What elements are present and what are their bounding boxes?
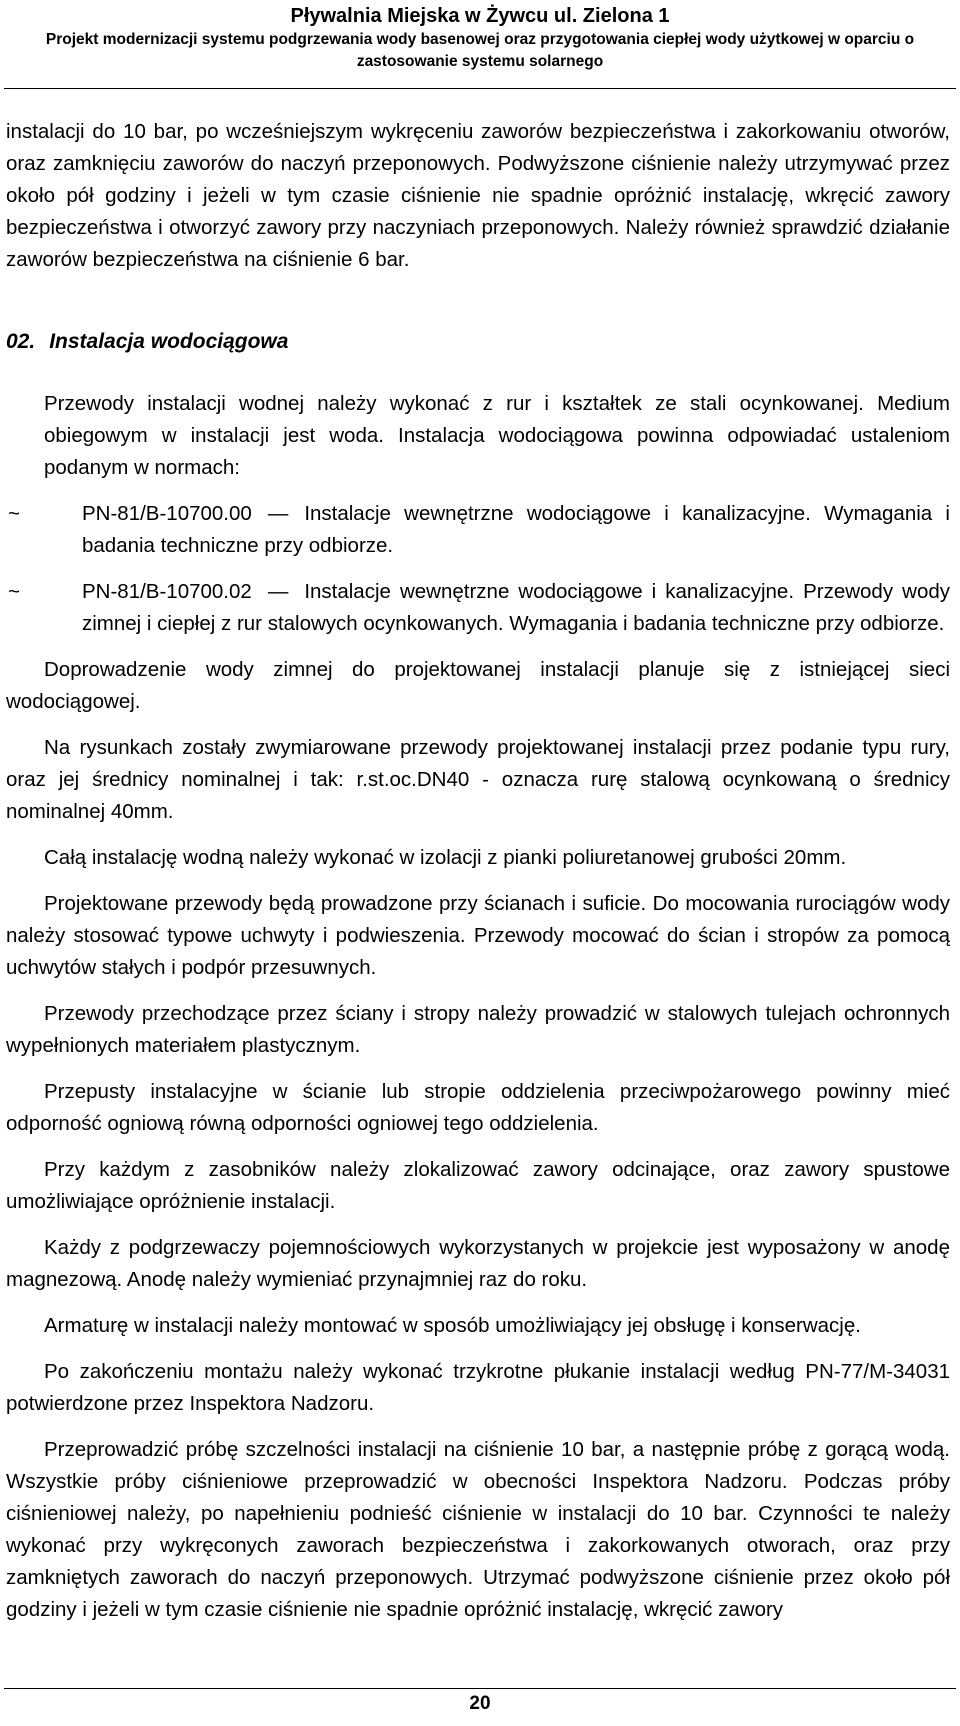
- paragraph-fittings: Armaturę w instalacji należy montować w sposób umożliwiający jej obsługę i konserwację.: [44, 1314, 861, 1337]
- paragraph-fire-passages: Przepusty instalacyjne w ścianie lub stropie oddzielenia przeciwpożarowego powinny mieć odporność ogniową równą odporności ogniowej tego oddzielenia.: [6, 1080, 950, 1135]
- standards-list: [6, 498, 950, 640]
- paragraph-anode: Każdy z podgrzewaczy pojemnościowych wykorzystanych w projekcie jest wyposażony w anodę magnezową. Anodę należy wymieniać przynajmniej raz do roku.: [6, 1236, 950, 1291]
- standard-dash: —: [267, 580, 289, 603]
- paragraph-pressure-test: Przeprowadzić próbę szczelności instalacji na ciśnienie 10 bar, a następnie próbę z gorącą wodą. Wszystkie próby ciśnieniowe przeprowadzić w obecności Inspektora Nadzoru. Podczas próby ciśnieniowej należy, po napełnieniu podnieść ciśnienie w instalacji do 10 bar. Czynności te należy wykonać przy wykręconych zaworach bezpieczeństwa i zakorkowanych otworach, oraz przy zamkniętych zaworach do naczyń przeponowych. Utrzymać podwyższone ciśnienie przez około pół godziny i jeżeli w tym czasie ciśnienie nie spadnie opróżnić instalację, wkręcić zawory: [6, 1438, 950, 1621]
- section-title: Instalacja wodociągowa: [49, 330, 289, 353]
- header-subtitle: Projekt modernizacji systemu podgrzewania wody basenowej oraz przygotowania ciepłej wody użytkowej w oparciu o zastosowanie systemu solarnego: [45, 31, 915, 70]
- standard-code: PN-81/B-10700.02: [82, 580, 252, 603]
- standard-code: PN-81/B-10700.00: [82, 502, 252, 525]
- paragraph-water-supply: Doprowadzenie wody zimnej do projektowanej instalacji planuje się z istniejącej sieci wodociągowej.: [6, 658, 950, 713]
- tilde-bullet-icon: ~: [8, 502, 20, 525]
- footer-rule: [4, 1688, 956, 1689]
- section-number: 02.: [6, 330, 36, 353]
- paragraph-dimensions: Na rysunkach zostały zwymiarowane przewody projektowanej instalacji przez podanie typu rury, oraz jej średnicy nominalnej i tak: r.st.oc.DN40 - oznacza rurę stalową ocynkowaną o średnicy nominalnej 40mm.: [6, 736, 950, 823]
- paragraph-mounting: Projektowane przewody będą prowadzone przy ścianach i suficie. Do mocowania rurociągów wody należy stosować typowe uchwyty i podwieszenia. Przewody mocować do ścian i stropów za pomocą uchwytów stałych i podpór przesuwnych.: [6, 892, 950, 979]
- document-body: [6, 116, 950, 1626]
- paragraph-insulation: Całą instalację wodną należy wykonać w izolacji z pianki poliuretanowej grubości 20mm.: [44, 846, 847, 869]
- intro-paragraph: instalacji do 10 bar, po wcześniejszym wykręceniu zaworów bezpieczeństwa i zakorkowaniu otworów, oraz zamknięciu zaworów do naczyń przeponowych. Podwyższone ciśnienie należy utrzymywać przez około pół godziny i jeżeli w tym czasie ciśnienie nie spadnie opróżnić instalację, wkręcić zawory bezpieczeństwa i otworzyć zawory przy naczyniach przeponowych. Należy również sprawdzić działanie zaworów bezpieczeństwa na ciśnienie 6 bar.: [6, 120, 950, 271]
- list-item: [6, 576, 950, 640]
- page-header: [0, 0, 960, 73]
- section-lead-block: [6, 388, 950, 484]
- list-item: [6, 498, 950, 562]
- page-number: 20: [469, 1693, 491, 1714]
- tilde-bullet-icon: ~: [8, 580, 20, 603]
- paragraph-valves: Przy każdym z zasobników należy zlokalizować zawory odcinające, oraz zawory spustowe umożliwiające opróżnienie instalacji.: [6, 1158, 950, 1213]
- paragraph-flushing: Po zakończeniu montażu należy wykonać trzykrotne płukanie instalacji według PN-77/M-34031 potwierdzone przez Inspektora Nadzoru.: [6, 1360, 950, 1415]
- header-title: Pływalnia Miejska w Żywcu ul. Zielona 1: [290, 5, 670, 27]
- standard-text: Instalacje wewnętrzne wodociągowe i kanalizacyjne. Przewody wody zimnej i ciepłej z rur stalowych ocynkowanych. Wymagania i badania techniczne przy odbiorze.: [82, 580, 950, 635]
- standard-dash: —: [267, 502, 289, 525]
- header-rule: [4, 88, 956, 89]
- section-heading: [6, 326, 950, 358]
- paragraph-sleeves: Przewody przechodzące przez ściany i stropy należy prowadzić w stalowych tulejach ochronnych wypełnionych materiałem plastycznym.: [6, 1002, 950, 1057]
- section-lead: Przewody instalacji wodnej należy wykonać z rur i kształtek ze stali ocynkowanej. Medium obiegowym w instalacji jest woda. Instalacja wodociągowa powinna odpowiadać ustaleniom podanym w normach:: [44, 392, 950, 479]
- standard-text: Instalacje wewnętrzne wodociągowe i kanalizacyjne. Wymagania i badania techniczne przy odbiorze.: [82, 502, 950, 557]
